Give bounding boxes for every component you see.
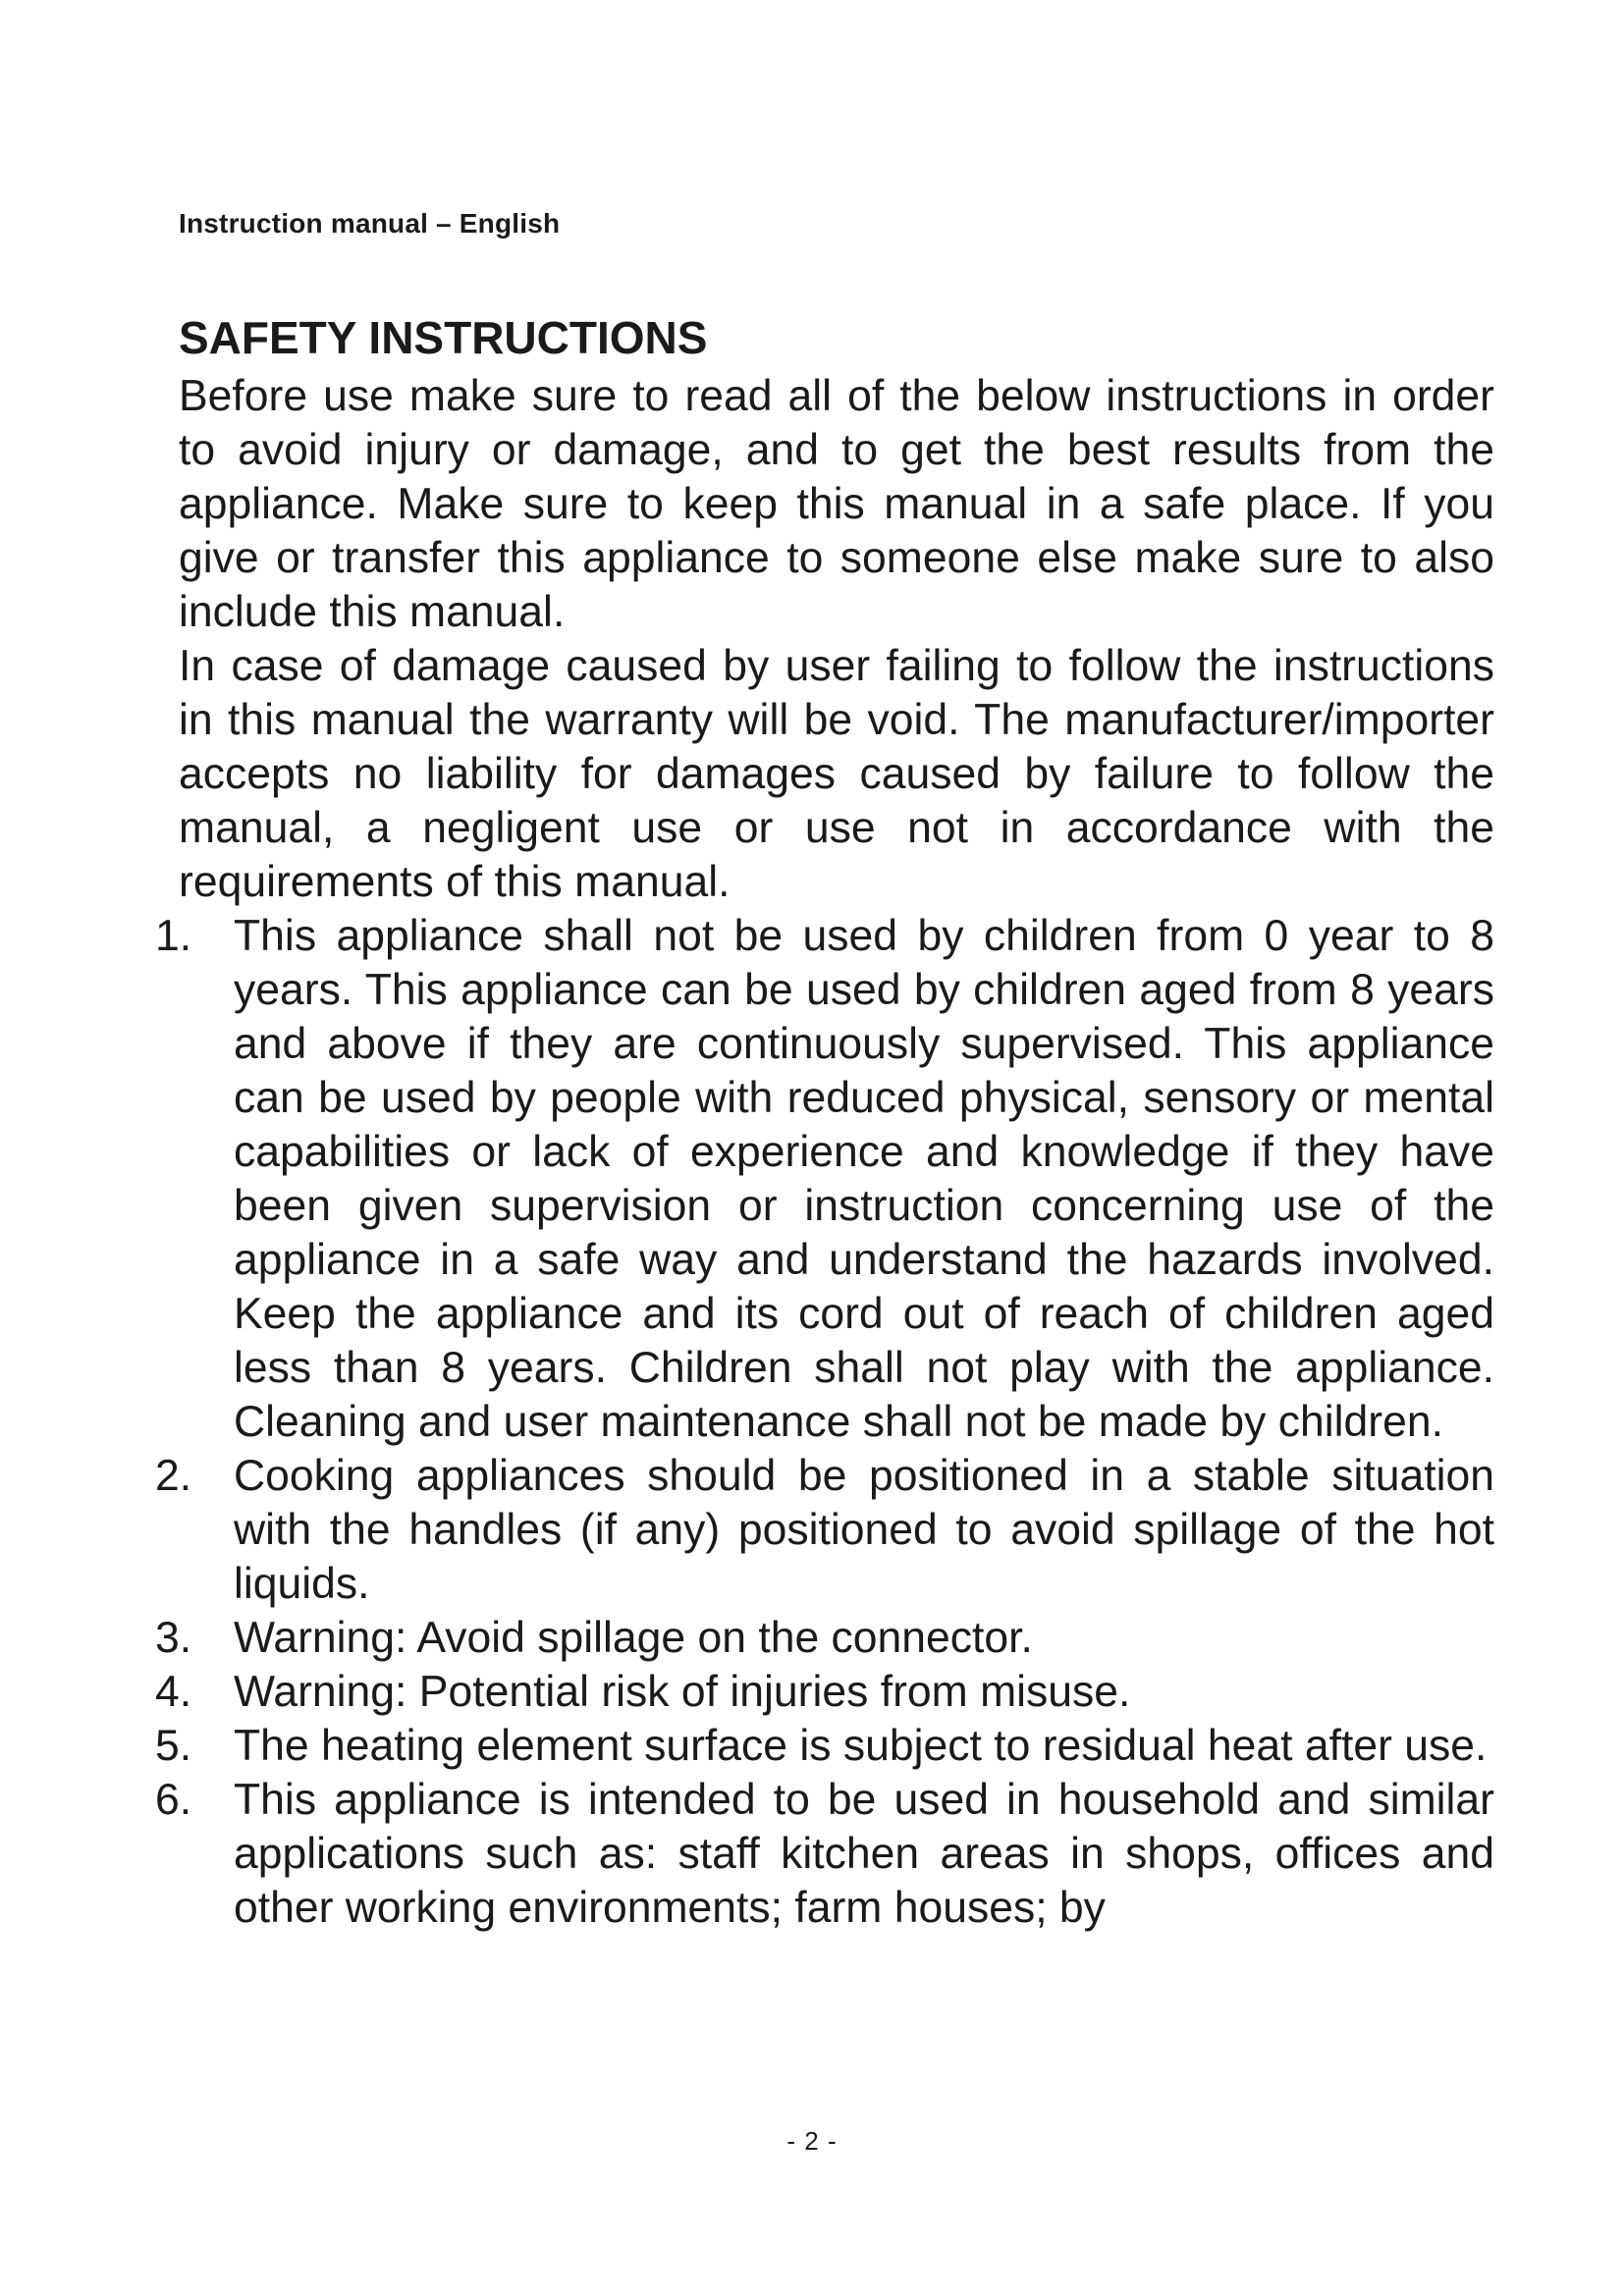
list-item-number: 2. xyxy=(155,1452,192,1500)
list-item-number: 1. xyxy=(155,912,192,960)
page-header: Instruction manual – English xyxy=(179,208,561,239)
list-item xyxy=(155,1665,1494,1719)
page-number: - 2 - xyxy=(786,2126,838,2156)
safety-section xyxy=(155,310,1494,1935)
list-item xyxy=(155,1773,1494,1935)
list-item-text: This appliance is intended to be used in household and similar applications such as: staff kitchen areas in shops, offices and other working environments; farm houses; by xyxy=(234,1776,1494,1932)
list-item-number: 3. xyxy=(155,1614,192,1662)
list-item xyxy=(155,1719,1494,1773)
liability-paragraph: In case of damage caused by user failing to follow the instructions in this manual the warranty will be void. The manufacturer/importer accepts no liability for damages caused by failure to follow the manual, a negligent use or use not in accordance with the requirements of this manual. xyxy=(179,642,1494,906)
list-item-number: 5. xyxy=(155,1722,192,1770)
list-item-number: 4. xyxy=(155,1668,192,1716)
section-title: SAFETY INSTRUCTIONS xyxy=(179,312,708,363)
list-item-text: Cooking appliances should be positioned in a stable situation with the handles (if any) positioned to avoid spillage of the hot liquids. xyxy=(234,1452,1494,1608)
list-item-text: Warning: Potential risk of injuries from misuse. xyxy=(234,1668,1131,1716)
intro-paragraph: Before use make sure to read all of the below instructions in order to avoid injury or damage, and to get the best results from the appliance. Make sure to keep this manual in a safe place. If you give or transfer this appliance to someone else make sure to also include this manual. xyxy=(179,372,1494,636)
list-item-text: This appliance shall not be used by children from 0 year to 8 years. This appliance can be used by children aged from 8 years and above if they are continuously supervised. This appliance can be used by people with reduced physical, sensory or mental capabilities or lack of experience and knowledge if they have been given supervision or instruction concerning use of the appliance in a safe way and understand the hazards involved. Keep the appliance and its cord out of reach of children aged less than 8 years. Children shall not play with the appliance. Cleaning and user maintenance shall not be made by children. xyxy=(234,912,1494,1446)
list-item xyxy=(155,1449,1494,1611)
list-item-number: 6. xyxy=(155,1776,192,1824)
safety-list xyxy=(155,909,1494,1935)
list-item-text: The heating element surface is subject to residual heat after use. xyxy=(234,1722,1488,1770)
list-item xyxy=(155,1611,1494,1665)
list-item xyxy=(155,909,1494,1449)
list-item-text: Warning: Avoid spillage on the connector. xyxy=(234,1614,1033,1662)
